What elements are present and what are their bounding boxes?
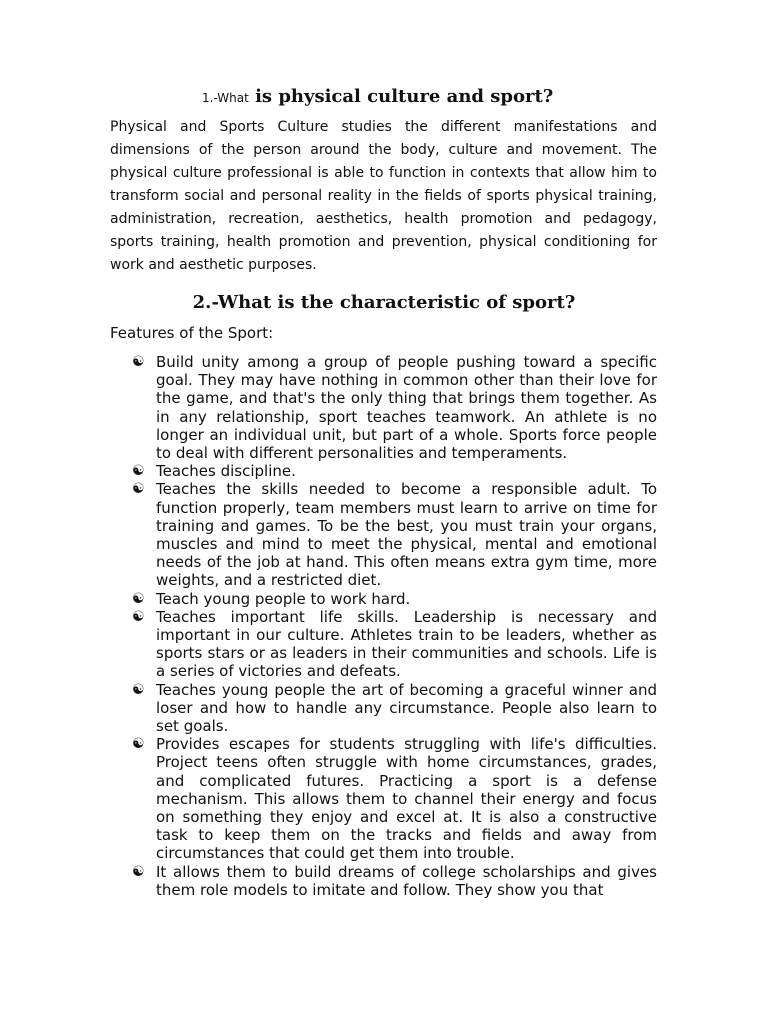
list-item-text: Build unity among a group of people pushing toward a specific goal. They may have nothing in common other than their love for the game, and that's the only thing that brings them together. As in any relationship, sport teaches teamwork. An athlete is no longer an individual unit, but part of a whole. Sports force people to deal with different personalities and temperaments. xyxy=(156,353,657,463)
list-item-text: Teaches discipline. xyxy=(156,462,296,481)
section-1-paragraph: Physical and Sports Culture studies the different manifestations and dimensions of the person around the body, culture and movement. The physical culture professional is able to function in contexts that allow him to transform social and personal reality in the fields of sports physical training, administration, recreation, aesthetics, health promotion and pedagogy, sports training, health promotion and prevention, physical conditioning for work and aesthetic purposes. xyxy=(110,119,657,273)
yin-yang-bullet-icon: ☯ xyxy=(132,681,145,698)
features-list xyxy=(132,353,657,899)
yin-yang-bullet-icon: ☯ xyxy=(132,354,145,370)
yin-yang-bullet-icon: ☯ xyxy=(132,736,145,753)
section-1-heading-prefix: 1.-What xyxy=(202,91,249,105)
list-item-text: Teaches young people the art of becoming a graceful winner and loser and how to handle any circumstance. People also learn to set goals. xyxy=(156,680,657,736)
list-item xyxy=(132,608,657,681)
list-item-text: Teaches important life skills. Leadership is necessary and important in our culture. Athletes train to be leaders, whether as sports stars or as leaders in their communities and schools. Life is a series of victories and defeats. xyxy=(156,607,657,681)
list-item xyxy=(132,590,657,608)
list-item xyxy=(132,735,657,862)
yin-yang-bullet-icon: ☯ xyxy=(132,481,145,498)
list-item xyxy=(132,480,657,589)
section-2-heading: 2.-What is the characteristic of sport? xyxy=(192,292,576,313)
yin-yang-bullet-icon: ☯ xyxy=(132,463,145,480)
features-label: Features of the Sport: xyxy=(110,324,274,342)
list-item xyxy=(132,863,657,899)
yin-yang-bullet-icon: ☯ xyxy=(132,608,145,625)
section-1-heading xyxy=(202,86,553,107)
list-item-text: Provides escapes for students struggling with life's difficulties. Project teens often struggle with home circumstances, grades, and complicated futures. Practicing a sport is a defense mechanism. This allows them to channel their energy and focus on something they enjoy and excel at. It is also a constructive task to keep them on the tracks and fields and away from circumstances that could get them into trouble. xyxy=(156,735,657,863)
yin-yang-bullet-icon: ☯ xyxy=(132,590,145,607)
list-item xyxy=(132,353,657,462)
list-item xyxy=(132,462,657,480)
list-item-text: Teaches the skills needed to become a responsible adult. To function properly, team members must learn to arrive on time for training and games. To be the best, you must train your organs, muscles and mind to meet the physical, mental and emotional needs of the job at hand. This often means extra gym time, more weights, and a restricted diet. xyxy=(156,480,657,590)
section-1-heading-title: is physical culture and sport? xyxy=(248,86,554,107)
list-item-text: Teach young people to work hard. xyxy=(156,589,411,608)
list-item-text: It allows them to build dreams of college scholarships and gives them role models to imitate and follow. They show you that xyxy=(156,862,657,899)
list-item xyxy=(132,681,657,736)
yin-yang-bullet-icon: ☯ xyxy=(132,863,145,880)
